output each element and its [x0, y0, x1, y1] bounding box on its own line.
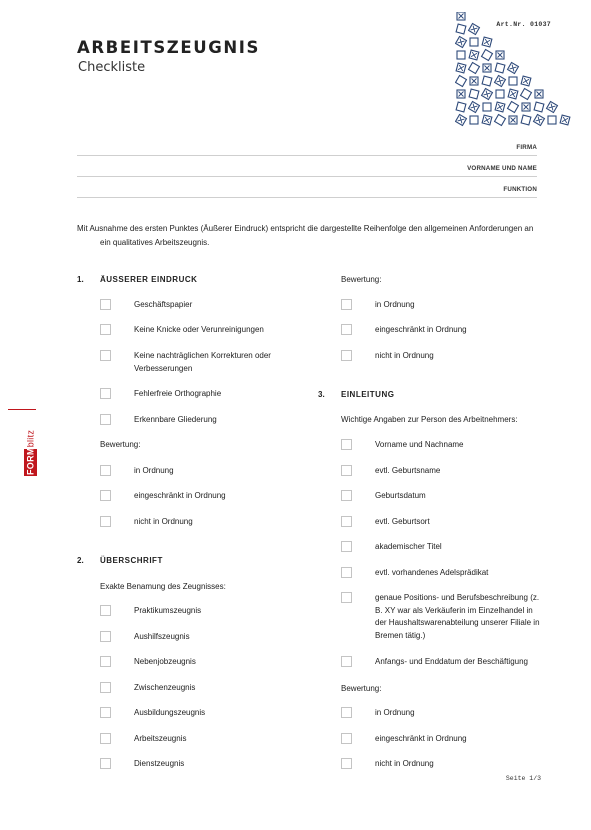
rating-option: in Ordnung — [134, 466, 174, 475]
section-3-intro: Wichtige Angaben zur Person des Arbeitnehmers: — [341, 415, 518, 424]
checkbox[interactable] — [100, 516, 111, 527]
checklist-item: Keine nachträglichen Korrekturen oder Verbesserungen — [134, 351, 271, 373]
section-2-number: 2. — [77, 556, 84, 565]
rating-label: Bewertung: — [341, 684, 382, 693]
pattern-tile — [482, 37, 492, 47]
pattern-tile — [547, 102, 558, 113]
rating-option: in Ordnung — [375, 708, 415, 717]
checklist-item: Fehlerfreie Orthographie — [134, 389, 222, 398]
checklist-item: Zwischenzeugnis — [134, 683, 196, 692]
pattern-tile — [522, 103, 530, 111]
section-1-number: 1. — [77, 275, 84, 284]
pattern-tile — [482, 115, 492, 125]
pattern-tile — [496, 90, 504, 98]
checklist-item: evtl. Geburtsort — [375, 517, 430, 526]
checkbox[interactable] — [341, 324, 352, 335]
checkbox[interactable] — [100, 465, 111, 476]
checklist-item: evtl. vorhandenes Adelsprädikat — [375, 568, 489, 577]
checkbox[interactable] — [100, 707, 111, 718]
checkbox[interactable] — [341, 733, 352, 744]
checkbox[interactable] — [341, 541, 352, 552]
pattern-tile — [456, 115, 467, 126]
checkbox[interactable] — [100, 350, 111, 361]
checkbox[interactable] — [100, 656, 111, 667]
brand-logo — [24, 410, 38, 476]
pattern-tile — [470, 38, 478, 46]
pattern-tile — [457, 12, 465, 20]
pattern-tile — [535, 90, 543, 98]
checklist-item: Ausbildungszeugnis — [134, 708, 206, 717]
pattern-tile — [482, 50, 493, 61]
checkbox[interactable] — [100, 324, 111, 335]
article-number: Art.Nr. 01037 — [496, 21, 551, 28]
pattern-tile — [534, 115, 545, 126]
pattern-tile — [534, 102, 544, 112]
document-subtitle: Checkliste — [78, 60, 146, 75]
pattern-tile — [470, 116, 478, 124]
rating-option: nicht in Ordnung — [375, 351, 434, 360]
rating-option: in Ordnung — [375, 300, 415, 309]
checkbox[interactable] — [341, 516, 352, 527]
pattern-tile — [521, 76, 531, 86]
pattern-tile — [508, 89, 518, 99]
checklist-item: Praktikumszeugnis — [134, 606, 202, 615]
pattern-tile — [521, 89, 532, 100]
brand-logo-text: FORMblitz — [25, 429, 36, 475]
pattern-tile — [521, 115, 531, 125]
checkbox[interactable] — [341, 490, 352, 501]
checklist-item: Aushilfszeugnis — [134, 632, 190, 641]
pattern-tile — [470, 77, 478, 85]
section-2-intro: Exakte Benamung des Zeugnisses: — [100, 582, 226, 591]
pattern-tile — [482, 89, 493, 100]
pattern-tile — [509, 77, 517, 85]
field-line-firma[interactable] — [77, 155, 537, 156]
pattern-tile — [456, 24, 466, 34]
rating-option: eingeschränkt in Ordnung — [375, 325, 467, 334]
document-title: ARBEITSZEUGNIS — [77, 38, 261, 57]
checkbox[interactable] — [341, 439, 352, 450]
checklist-item: Arbeitszeugnis — [134, 734, 187, 743]
pattern-tile — [496, 51, 504, 59]
checklist-item: Anfangs- und Enddatum der Beschäftigung — [375, 657, 528, 666]
checkbox[interactable] — [100, 758, 111, 769]
section-1-heading: ÄUSSERER EINDRUCK — [100, 275, 198, 284]
checkbox[interactable] — [341, 465, 352, 476]
pattern-tile — [508, 63, 519, 74]
section-3-number: 3. — [318, 390, 325, 399]
pattern-tile — [456, 102, 466, 112]
pattern-tile — [456, 63, 466, 73]
field-label-name: VORNAME UND NAME — [467, 165, 537, 172]
pattern-tile — [456, 76, 467, 87]
pattern-tile — [457, 90, 465, 98]
checklist-item: Dienstzeugnis — [134, 759, 185, 768]
checkbox[interactable] — [100, 414, 111, 425]
pattern-tile — [469, 50, 479, 60]
pattern-tile — [495, 102, 505, 112]
checklist-item: Keine Knicke oder Verunreinigungen — [134, 325, 264, 334]
pattern-tile — [495, 115, 506, 126]
pattern-tile — [483, 64, 491, 72]
pattern-tile — [495, 76, 506, 87]
checkbox[interactable] — [100, 631, 111, 642]
section-2-heading: ÜBERSCHRIFT — [100, 556, 163, 565]
rating-option: eingeschränkt in Ordnung — [134, 491, 226, 500]
pattern-tile — [548, 116, 556, 124]
field-label-funktion: FUNKTION — [503, 186, 537, 193]
checkbox[interactable] — [100, 733, 111, 744]
checkbox[interactable] — [100, 490, 111, 501]
pattern-tile — [469, 63, 480, 74]
checklist-item: Geschäftspapier — [134, 300, 193, 309]
field-line-name[interactable] — [77, 176, 537, 177]
checkbox[interactable] — [100, 299, 111, 310]
checklist-item: Nebenjobzeugnis — [134, 657, 196, 666]
decorative-pattern — [455, 12, 573, 128]
rating-label: Bewertung: — [341, 275, 382, 284]
field-label-firma: FIRMA — [516, 144, 537, 151]
checkbox[interactable] — [341, 707, 352, 718]
checkbox[interactable] — [341, 758, 352, 769]
checkbox[interactable] — [341, 350, 352, 361]
pattern-tile — [508, 102, 519, 113]
rating-label: Bewertung: — [100, 440, 141, 449]
checklist-item: Geburtsdatum — [375, 491, 426, 500]
pattern-tile — [469, 89, 479, 99]
field-line-funktion[interactable] — [77, 197, 537, 198]
checkbox[interactable] — [100, 605, 111, 616]
intro-text: Mit Ausnahme des ersten Punktes (Äußerer Eindruck) entspricht die dargestellte Reihenfolge den allgemeinen Anforderungen an ein qualitatives Arbeitszeugnis. — [77, 224, 534, 247]
pattern-tile — [469, 24, 480, 35]
rating-option: eingeschränkt in Ordnung — [375, 734, 467, 743]
checkbox[interactable] — [341, 592, 352, 603]
rating-option: nicht in Ordnung — [375, 759, 434, 768]
pattern-tile — [456, 37, 467, 48]
checklist-item: akademischer Titel — [375, 542, 442, 551]
pattern-tile — [469, 102, 480, 113]
checkbox[interactable] — [100, 682, 111, 693]
pattern-tile — [509, 116, 517, 124]
pattern-tile — [482, 76, 492, 86]
rating-option: nicht in Ordnung — [134, 517, 193, 526]
pattern-tile — [560, 115, 570, 125]
checkbox[interactable] — [341, 567, 352, 578]
checklist-item: Erkennbare Gliederung — [134, 415, 217, 424]
page-number: Seite 1/3 — [505, 775, 541, 782]
checkbox[interactable] — [341, 299, 352, 310]
pattern-tile — [457, 51, 465, 59]
section-3-heading: EINLEITUNG — [341, 390, 395, 399]
checkbox[interactable] — [100, 388, 111, 399]
checklist-item: Vorname und Nachname — [375, 440, 464, 449]
checkbox[interactable] — [341, 656, 352, 667]
checklist-item: evtl. Geburtsname — [375, 466, 441, 475]
pattern-tile — [495, 63, 505, 73]
pattern-tile — [483, 103, 491, 111]
checklist-item: genaue Positions- und Berufsbeschreibung (z. B. XY war als Verkäuferin im Einzelhandel in der Haushaltswarenabteilung unserer Filiale in Bremen tätig.) — [375, 593, 540, 640]
